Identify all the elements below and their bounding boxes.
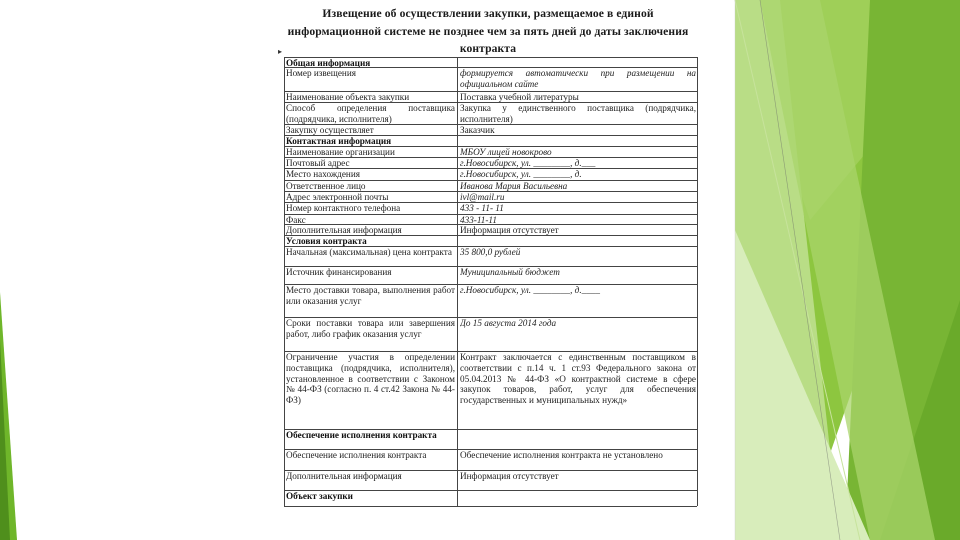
table-column-divider xyxy=(457,57,458,506)
table-cell-value: Информация отсутствует xyxy=(460,471,559,481)
table-cell-label: Общая информация xyxy=(286,58,371,67)
table-cell-label: Место нахождения xyxy=(286,169,360,179)
table-cell-label: Ответственное лицо xyxy=(286,181,366,191)
table-cell-value: 433-11-11 xyxy=(460,215,497,224)
table-cell-value: г.Новосибирск, ул. ________, д.____ xyxy=(460,285,600,295)
table-cell-label: Способ определения поставщика (подрядчика, исполнителя) xyxy=(286,103,455,124)
table-cell-label: Дополнительная информация xyxy=(286,471,402,481)
table-cell-label: Дополнительная информация xyxy=(286,225,402,235)
document-scan xyxy=(272,0,702,540)
table-cell-label: Номер контактного телефона xyxy=(286,203,401,213)
table-cell-label: Сроки поставки товара или завершения работ, либо график оказания услуг xyxy=(286,318,455,339)
table-cell-label: Наименование организации xyxy=(286,147,395,157)
table-cell-label: Закупку осуществляет xyxy=(286,125,374,135)
table-cell-value: формируется автоматически при размещении на официальном сайте xyxy=(460,68,696,89)
table-cell-value: До 15 августа 2014 года xyxy=(460,318,557,328)
table-border-right xyxy=(697,57,698,506)
table-cell-value: Закупка у единственного поставщика (подрядчика, исполнителя) xyxy=(460,103,696,124)
table-cell-value: Поставка учебной литературы xyxy=(460,92,579,102)
table-cell-value: 35 800,0 рублей xyxy=(460,247,521,257)
bullet-marker: ▸ xyxy=(278,47,283,56)
table-cell-value: МБОУ лицей новокрово xyxy=(460,147,552,157)
table-border-left xyxy=(284,57,285,506)
table-cell-label: Условия контракта xyxy=(286,236,367,246)
table-cell-label: Начальная (максимальная) цена контракта xyxy=(286,247,452,257)
table-cell-value: Заказчик xyxy=(460,125,495,135)
table-cell-value: Контракт заключается с единственным поставщиком в соответствии с п.14 ч. 1 ст.93 Федерального закона от 05.04.2013 № 44-ФЗ «О контрактной системе в сфере закупок товаров, работ, услуг для обеспечения государственных и муниципальных нужд» xyxy=(460,352,696,406)
table-cell-label: Наименование объекта закупки xyxy=(286,92,410,102)
table-cell-label: Обеспечение исполнения контракта xyxy=(286,450,427,460)
table-cell-value: ivl@mail.ru xyxy=(460,192,505,202)
table-cell-value: Информация отсутствует xyxy=(460,225,559,235)
table-cell-label: Место доставки товара, выполнения работ или оказания услуг xyxy=(286,285,455,306)
table-cell-label: Факс xyxy=(286,215,306,224)
table-cell-value: г.Новосибирск, ул. ________, д.___ xyxy=(460,158,596,168)
table-cell-label: Адрес электронной почты xyxy=(286,192,389,202)
table-cell-value: г.Новосибирск, ул. ________, д. xyxy=(460,169,582,179)
table-cell-value: Иванова Мария Васильевна xyxy=(460,181,568,191)
table-cell-label: Объект закупки xyxy=(286,491,353,501)
document-title: Извещение об осуществлении закупки, размещаемое в единой информационной системе не позднее чем за пять дней до даты заключения контракта xyxy=(287,7,689,55)
table-rule xyxy=(284,506,697,507)
table-cell-value: Обеспечение исполнения контракта не установлено xyxy=(460,450,663,460)
table-cell-label: Источник финансирования xyxy=(286,267,392,277)
table-cell-label: Контактная информация xyxy=(286,136,392,146)
table-cell-value: Муниципальный бюджет xyxy=(460,267,560,277)
table-cell-label: Почтовый адрес xyxy=(286,158,350,168)
table-cell-value: 433 - 11- 11 xyxy=(460,203,504,213)
table-cell-label: Номер извещения xyxy=(286,68,356,78)
table-cell-label: Обеспечение исполнения контракта xyxy=(286,430,437,440)
table-cell-label: Ограничение участия в определении поставщика (подрядчика, исполнителя), установленное в соответствии с Законом № 44-ФЗ (согласно п. 4 ст.42 Закона № 44-ФЗ) xyxy=(286,352,455,406)
